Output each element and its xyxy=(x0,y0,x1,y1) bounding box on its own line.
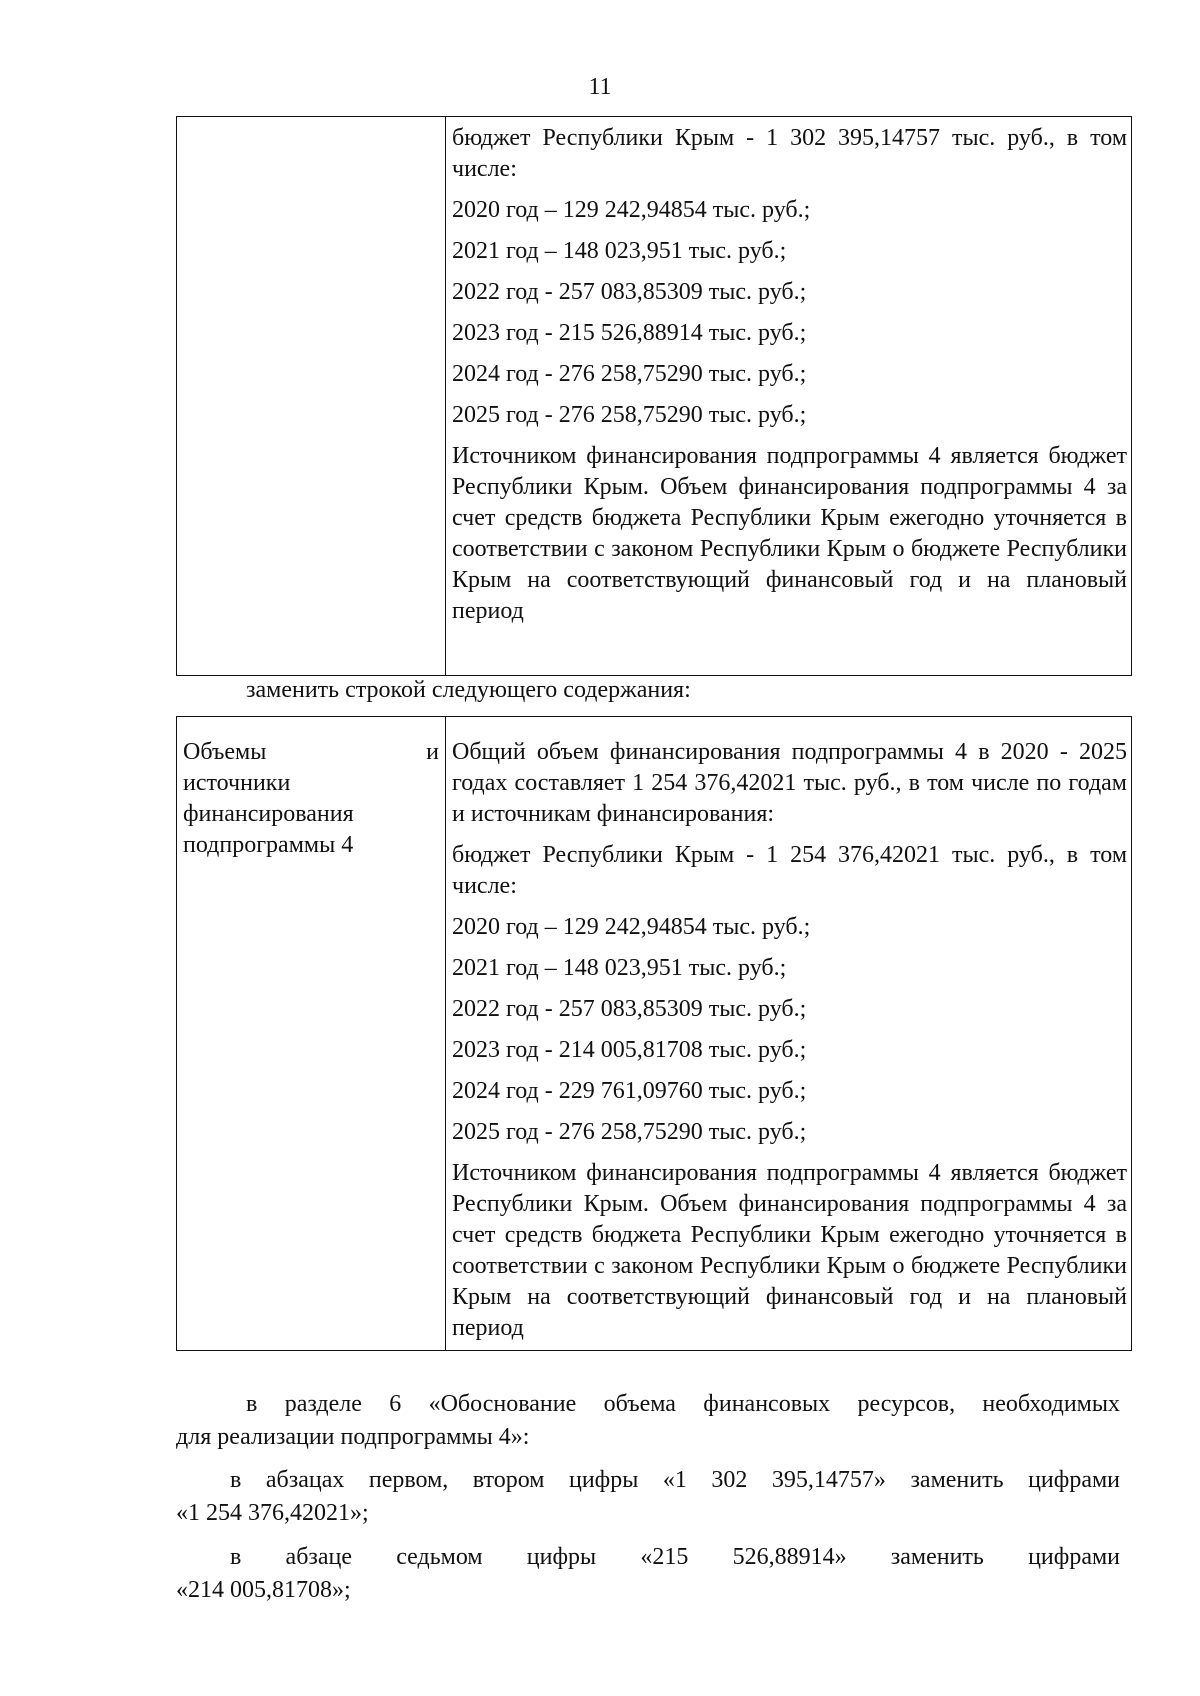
year-line: 2021 год – 148 023,951 тыс. руб.; xyxy=(452,238,787,264)
intro-paragraph: Общий объем финансирования подпрограммы 4 в 2020 - 2025 годах составляет 1 254 376,42021 тыс. руб., в том числе по годам и источникам финансирования: xyxy=(452,739,1127,827)
year-line: 2025 год - 276 258,75290 тыс. руб.; xyxy=(452,402,807,428)
source-paragraph: Источником финансирования подпрограммы 4 является бюджет Республики Крым. Объем финансирования подпрограммы 4 за счет средств бюджета Республики Крым ежегодно уточняется в соответствии с законом Республики Крым о бюджете Республики Крым на соответствующий финансовый год и на плановый период xyxy=(452,1160,1127,1341)
funding-table-new xyxy=(176,716,1132,1351)
year-line: 2024 год - 276 258,75290 тыс. руб.; xyxy=(452,361,807,387)
abz12-line1: в абзацах первом, втором цифры «1 302 395,14757» заменить цифрами xyxy=(230,1467,1120,1493)
table-label-cell xyxy=(177,717,446,1351)
abz12-line2: «1 254 376,42021»; xyxy=(176,1500,369,1526)
section6-line2: для реализации подпрограммы 4»: xyxy=(176,1424,530,1450)
page-number: 11 xyxy=(588,74,612,100)
year-line: 2021 год – 148 023,951 тыс. руб.; xyxy=(452,955,787,981)
year-line: 2020 год – 129 242,94854 тыс. руб.; xyxy=(452,914,811,940)
abz7-line2: «214 005,81708»; xyxy=(176,1577,351,1603)
year-line: 2022 год - 257 083,85309 тыс. руб.; xyxy=(452,996,807,1022)
funding-table-old xyxy=(176,116,1132,676)
year-line: 2023 год - 214 005,81708 тыс. руб.; xyxy=(452,1037,807,1063)
year-line: 2022 год - 257 083,85309 тыс. руб.; xyxy=(452,279,807,305)
table-right-cell xyxy=(446,717,1132,1351)
label-and: и xyxy=(426,739,439,765)
source-paragraph: Источником финансирования подпрограммы 4 является бюджет Республики Крым. Объем финансирования подпрограммы 4 за счет средств бюджета Республики Крым ежегодно уточняется в соответствии с законом Республики Крым о бюджете Республики Крым на соответствующий финансовый год и на плановый период xyxy=(452,443,1127,624)
budget-line: бюджет Республики Крым - 1 254 376,42021 тыс. руб., в том числе: xyxy=(452,842,1127,899)
year-line: 2023 год - 215 526,88914 тыс. руб.; xyxy=(452,320,807,346)
year-line: 2025 год - 276 258,75290 тыс. руб.; xyxy=(452,1119,807,1145)
label-objemy: Объемы xyxy=(183,739,267,765)
year-line: 2020 год – 129 242,94854 тыс. руб.; xyxy=(452,197,811,223)
section6-line1: в разделе 6 «Обоснование объема финансовых ресурсов, необходимых xyxy=(246,1391,1120,1417)
label-rest: источники финансирования подпрограммы 4 xyxy=(183,770,354,858)
table-right-cell xyxy=(446,117,1132,676)
year-line: 2024 год - 229 761,09760 тыс. руб.; xyxy=(452,1078,807,1104)
budget-line: бюджет Республики Крым - 1 302 395,14757 тыс. руб., в том числе: xyxy=(452,125,1127,182)
abz7-line1: в абзаце седьмом цифры «215 526,88914» заменить цифрами xyxy=(230,1544,1120,1570)
table-left-cell-empty xyxy=(177,117,446,676)
replace-instruction: заменить строкой следующего содержания: xyxy=(246,677,691,703)
